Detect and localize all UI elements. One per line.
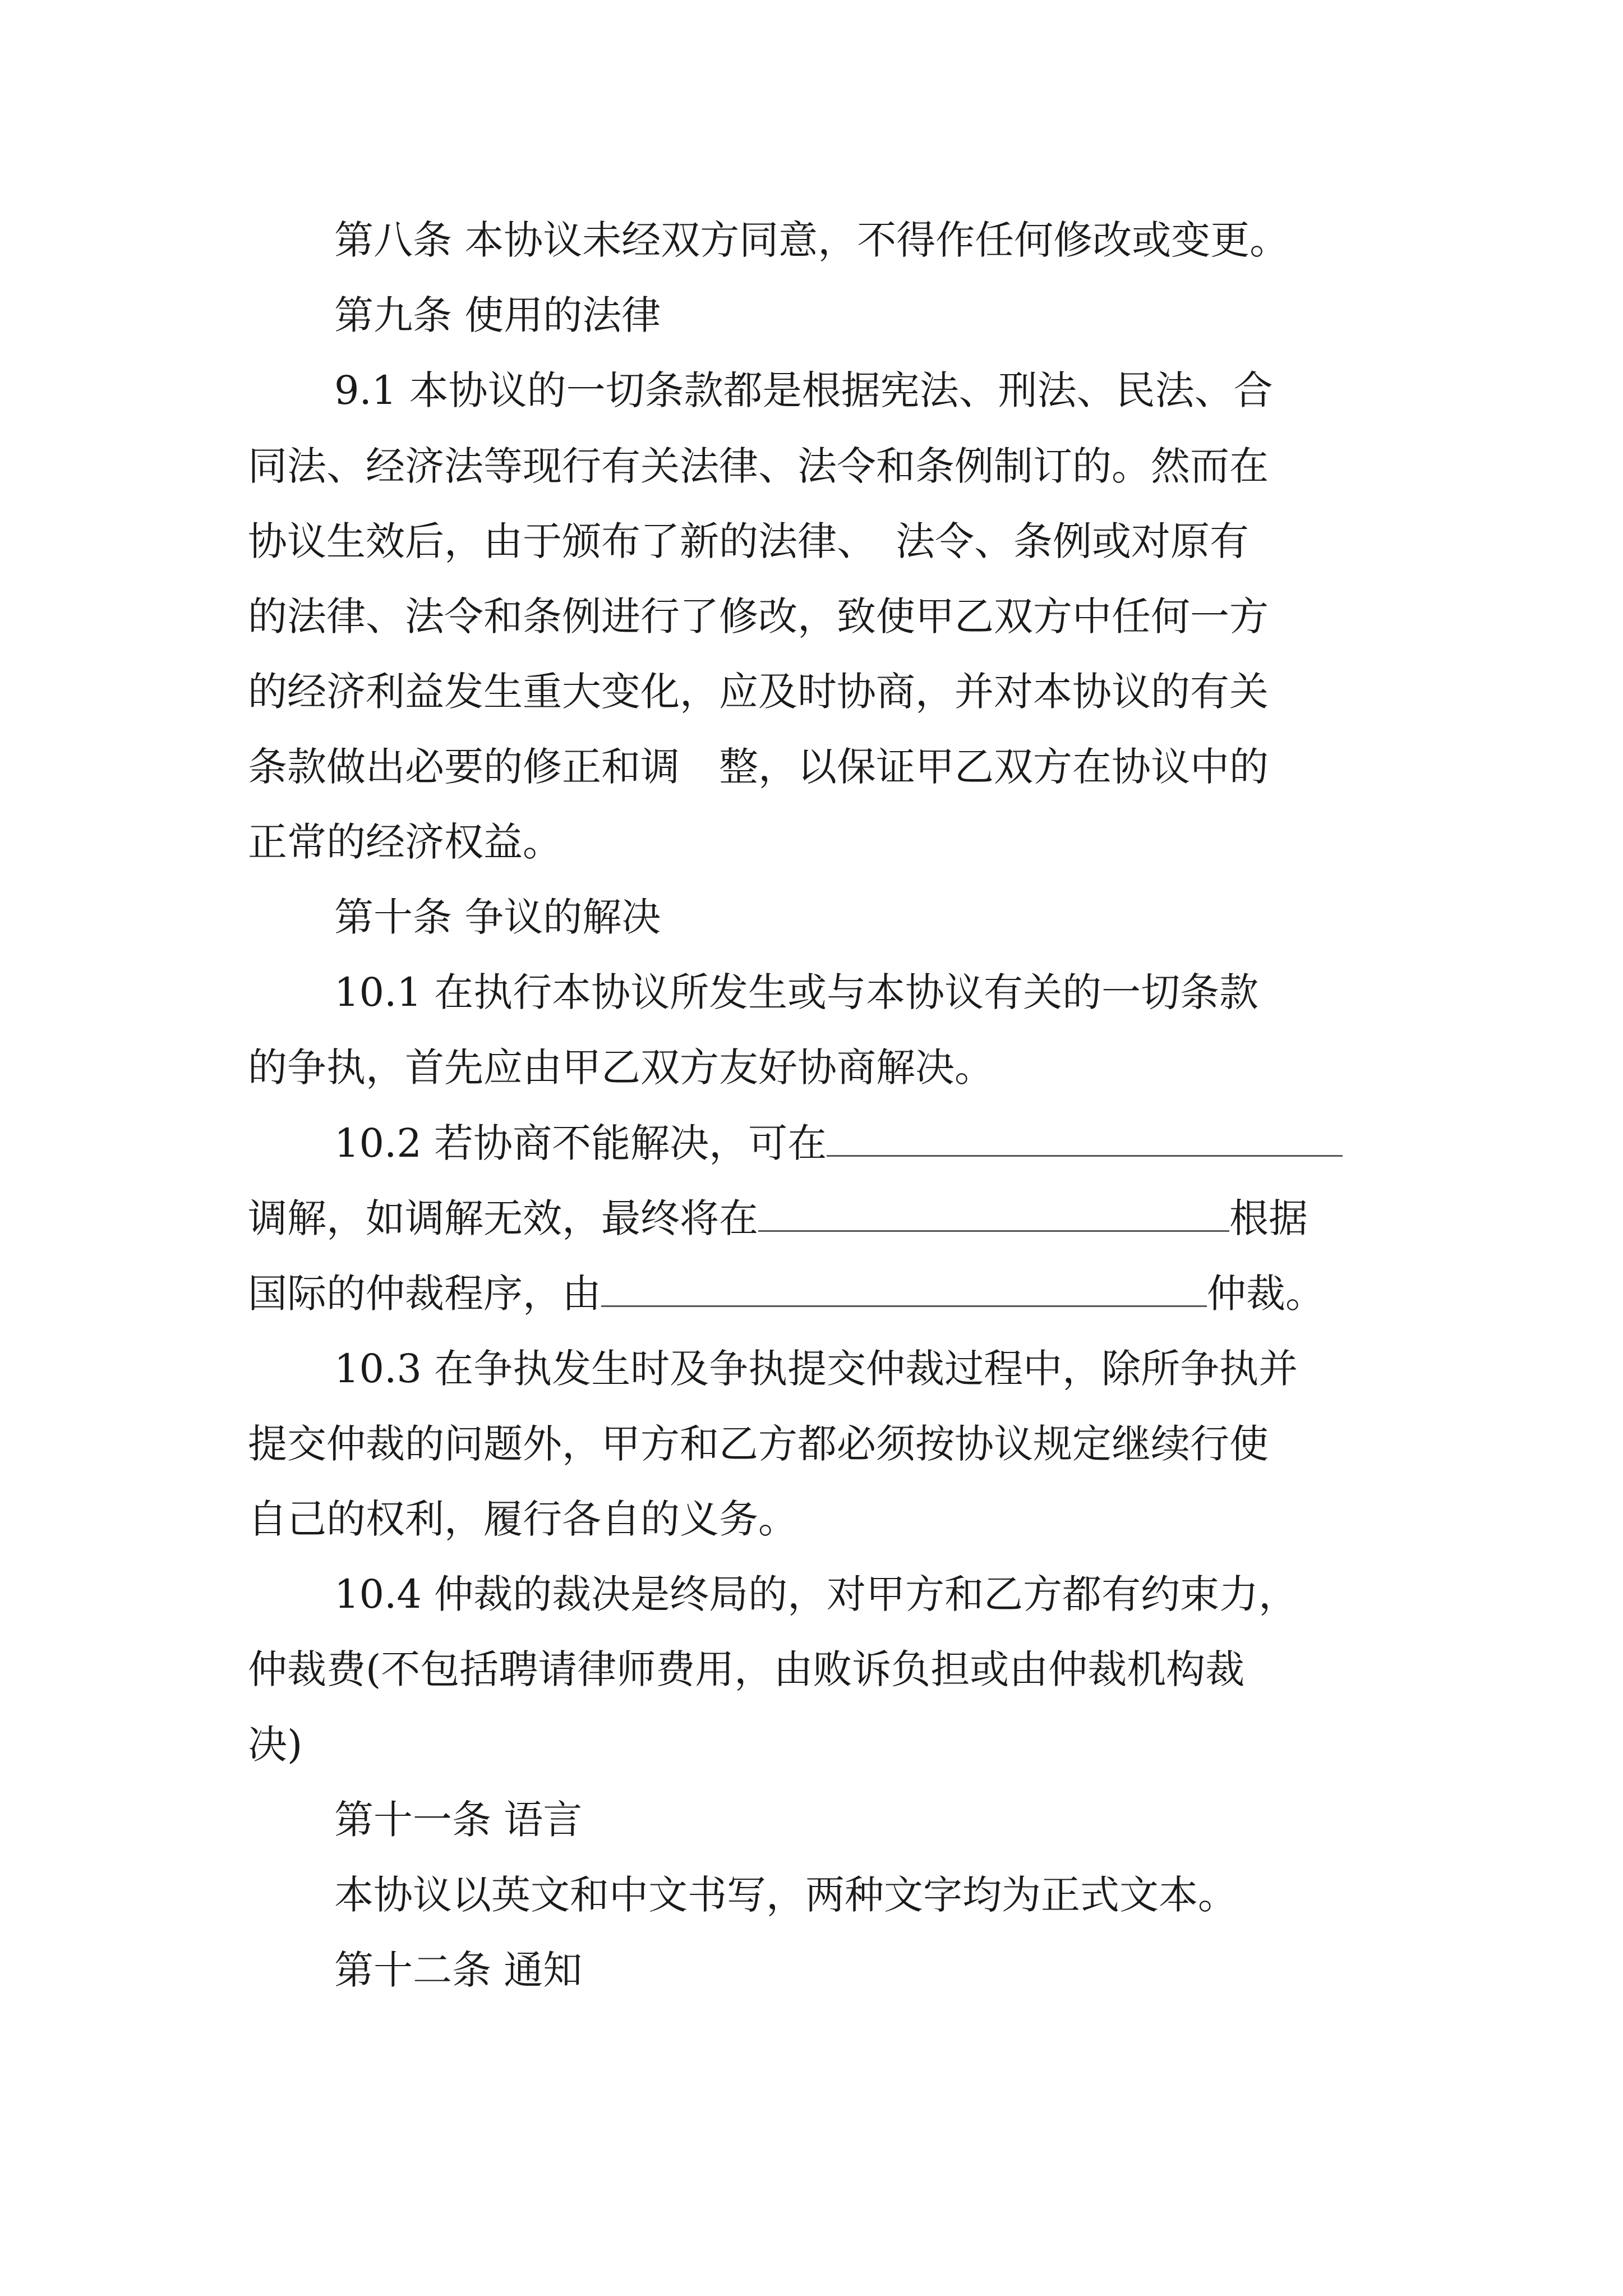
p10-2-line-2 [248, 1190, 1308, 1246]
p9-1-line-5: 的经济利益发生重大变化，应及时协商，并对本协议的有关 [248, 669, 1269, 715]
p10-2-line-1 [334, 1115, 1343, 1171]
article-10-title: 第十条 争议的解决 [334, 894, 661, 940]
arbitration-place-blank [758, 1195, 1229, 1232]
p9-1-line-7: 正常的经济权益。 [248, 819, 562, 865]
p10-2-line-3 [248, 1266, 1325, 1322]
article-8-text: 第八条 本协议未经双方同意，不得作任何修改或变更。 [334, 217, 1289, 263]
p10-4-line-2: 仲裁费(不包括聘请律师费用，由败诉负担或由仲裁机构裁 [248, 1646, 1245, 1692]
p9-1-line-6: 条款做出必要的修正和调 整，以保证甲乙双方在协议中的 [248, 744, 1269, 790]
p10-4-line-3: 决) [248, 1722, 303, 1768]
p9-1-line-2: 同法、经济法等现行有关法律、法令和条例制订的。然而在 [248, 443, 1269, 489]
article-9-title: 第九条 使用的法律 [334, 292, 661, 338]
p10-3-line-2: 提交仲裁的问题外，甲方和乙方都必须按协议规定继续行使 [248, 1421, 1269, 1467]
p10-1-line-1: 10.1 在执行本协议所发生或与本协议有关的一切条款 [334, 969, 1259, 1015]
p9-1-line-3: 协议生效后，由于颁布了新的法律、 法令、条例或对原有 [248, 518, 1249, 564]
p9-1-line-1: 9.1 本协议的一切条款都是根据宪法、刑法、民法、合 [334, 367, 1273, 413]
p10-2-text-3a: 国际的仲裁程序，由 [248, 1271, 601, 1317]
p10-4-line-1: 10.4 仲裁的裁决是终局的，对甲方和乙方都有约束力， [334, 1571, 1298, 1617]
article-11-text: 本协议以英文和中文书写，两种文字均为正式文本。 [334, 1872, 1237, 1918]
mediation-place-blank [827, 1120, 1343, 1157]
article-12-title: 第十二条 通知 [334, 1947, 583, 1993]
p10-1-line-2: 的争执，首先应由甲乙双方友好协商解决。 [248, 1045, 994, 1091]
arbitrator-blank [601, 1271, 1207, 1307]
p10-3-line-3: 自己的权利，履行各自的义务。 [248, 1496, 797, 1542]
p10-2-text-3b: 仲裁。 [1207, 1271, 1325, 1317]
p10-2-text-2b: 根据 [1229, 1195, 1308, 1241]
p10-3-line-1: 10.3 在争执发生时及争执提交仲裁过程中，除所争执并 [334, 1346, 1298, 1392]
p10-2-text-1: 10.2 若协商不能解决，可在 [334, 1120, 827, 1166]
p10-2-text-2a: 调解，如调解无效，最终将在 [248, 1195, 758, 1241]
p9-1-line-4: 的法律、法令和条例进行了修改，致使甲乙双方中任何一方 [248, 593, 1269, 639]
article-11-title: 第十一条 语言 [334, 1797, 583, 1843]
